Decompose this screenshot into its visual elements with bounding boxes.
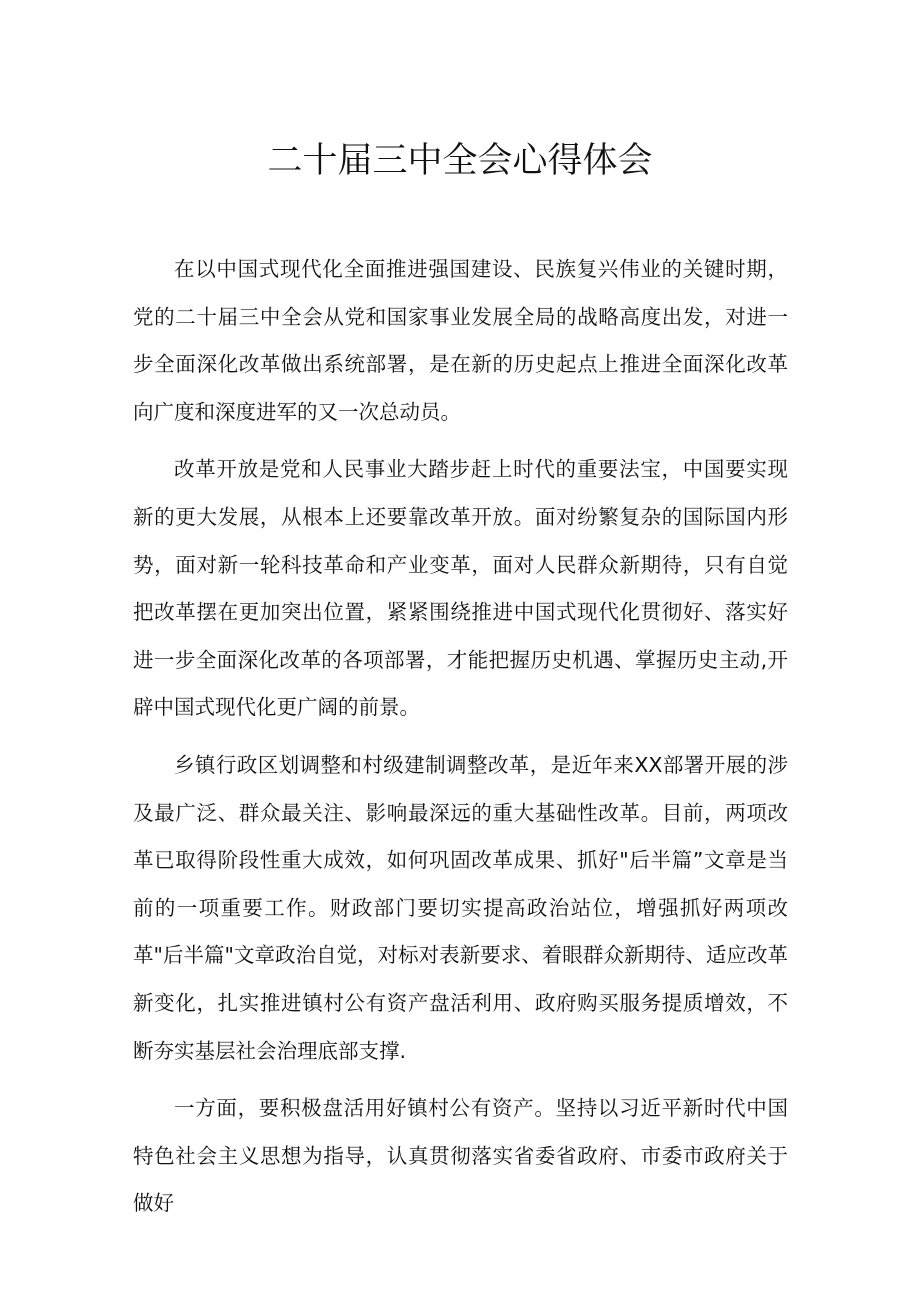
document-body	[133, 246, 788, 1238]
paragraph-2: 改革开放是党和人民事业大踏步赶上时代的重要法宝，中国要实现新的更大发展，从根本上还要靠改革开放。面对纷繁复杂的国际国内形势，面对新一轮科技革命和产业变革，面对人民群众新期待，只有自觉把改革摆在更加突出位置，紧紧围绕推进中国式现代化贯彻好、落实好进一步全面深化改革的各项部署，才能把握历史机遇、掌握历史主动,开辟中国式现代化更广阔的前景。	[133, 457, 788, 720]
paragraph-3: 乡镇行政区划调整和村级建制调整改革，是近年来XX部署开展的涉及最广泛、群众最关注、影响最深远的重大基础性改革。目前，两项改革已取得阶段性重大成效，如何巩固改革成果、抓好"后半篇”文章是当前的一项重要工作。财政部门要切实提高政治站位，增强抓好两项改革"后半篇"文章政治自觉，对标对表新要求、着眼群众新期待、适应改革新变化，扎实推进镇村公有资产盘活利用、政府购买服务提质增效，不断夯实基层社会治理底部支撑.	[133, 752, 788, 1063]
document-title: 二十届三中全会心得体会	[267, 141, 653, 181]
paragraph-4: 一方面，要积极盘活用好镇村公有资产。坚持以习近平新时代中国特色社会主义思想为指导，认真贯彻落实省委省政府、市委市政府关于做好	[133, 1096, 788, 1216]
paragraph-1: 在以中国式现代化全面推进强国建设、民族复兴伟业的关键时期，党的二十届三中全会从党和国家事业发展全局的战略高度出发，对进一步全面深化改革做出系统部署，是在新的历史起点上推进全面深化改革向广度和深度进军的又一次总动员。	[133, 257, 788, 424]
